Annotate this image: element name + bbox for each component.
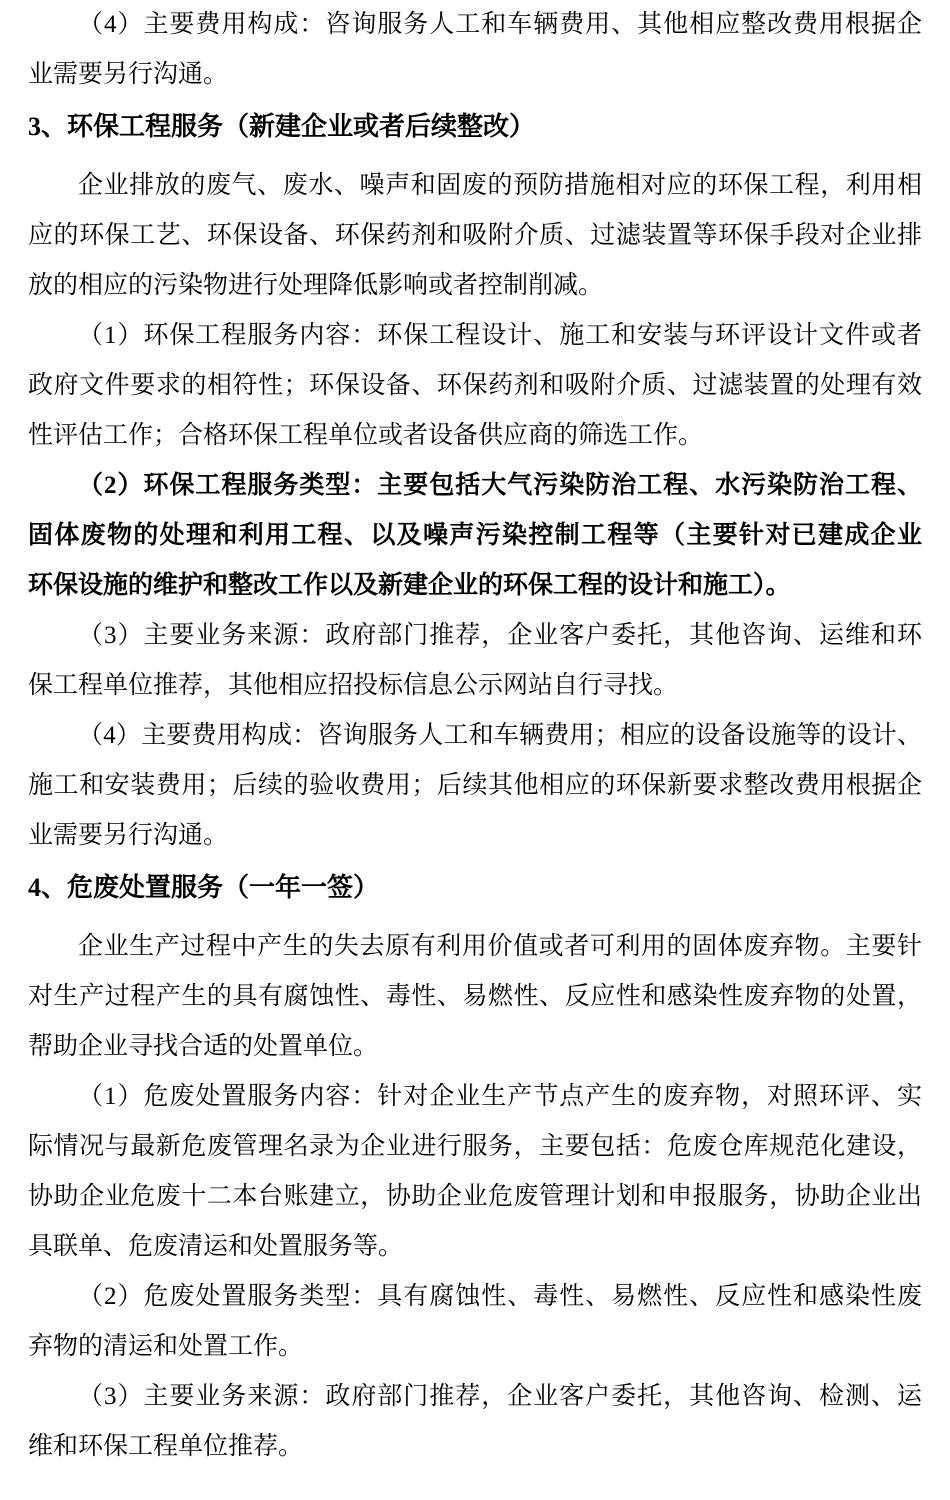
text-line: （2）环保工程服务类型：主要包括大气污染防治工程、水污染防治工程、: [78, 472, 922, 499]
paragraph-section3-item4: [28, 711, 922, 861]
text-line: 际情况与最新危废管理名录为企业进行服务，主要包括：危废仓库规范化建设，: [28, 1133, 922, 1160]
paragraph-section3-item2-bold: [28, 461, 922, 611]
text-line: （1）危废处置服务内容：针对企业生产节点产生的废弃物，对照环评、实: [78, 1083, 922, 1110]
text-line: 环保设施的维护和整改工作以及新建企业的环保工程的设计和施工）。: [28, 572, 791, 599]
text-line: 弃物的清运和处置工作。: [28, 1333, 304, 1360]
paragraph-section3-intro: [28, 161, 922, 311]
text-line: （3）主要业务来源：政府部门推荐，企业客户委托，其他咨询、运维和环: [78, 622, 922, 649]
text-line: 保工程单位推荐，其他相应招投标信息公示网站自行寻找。: [28, 672, 679, 699]
text-line: 应的环保工艺、环保设备、环保药剂和吸附介质、过滤装置等环保手段对企业排: [28, 222, 922, 249]
heading-text-line: 4、危废处置服务（一年一签）: [28, 873, 380, 902]
paragraph-section3-item1: [28, 311, 922, 461]
text-line: 协助企业危废十二本台账建立，协助企业危废管理计划和申报服务，协助企业出: [28, 1183, 922, 1210]
paragraph-section4-item2: [28, 1272, 922, 1372]
paragraph-section3-item3: [28, 611, 922, 711]
text-line: 施工和安装费用；后续的验收费用；后续其他相应的环保新要求整改费用根据企: [28, 772, 922, 799]
text-line: （4）主要费用构成：咨询服务人工和车辆费用；相应的设备设施等的设计、: [78, 722, 922, 749]
heading-text-line: 3、环保工程服务（新建企业或者后续整改）: [28, 112, 536, 141]
text-line: （4）主要费用构成：咨询服务人工和车辆费用、其他相应整改费用根据企: [78, 11, 922, 38]
text-line: 帮助企业寻找合适的处置单位。: [28, 1033, 379, 1060]
text-line: 对生产过程产生的具有腐蚀性、毒性、易燃性、反应性和感染性废弃物的处置，: [28, 983, 922, 1010]
text-line: （2）危废处置服务类型：具有腐蚀性、毒性、易燃性、反应性和感染性废: [78, 1283, 922, 1310]
text-line: 放的相应的污染物进行处理降低影响或者控制削减。: [28, 272, 604, 299]
paragraph-section4-item1: [28, 1072, 922, 1272]
section-heading-4: [28, 863, 922, 913]
text-line: （1）环保工程服务内容：环保工程设计、施工和安装与环评设计文件或者: [78, 322, 922, 349]
text-line: 业需要另行沟通。: [28, 61, 229, 88]
text-line: 性评估工作；合格环保工程单位或者设备供应商的筛选工作。: [28, 422, 704, 449]
paragraph-section4-intro: [28, 922, 922, 1072]
text-line: 企业排放的废气、废水、噪声和固废的预防措施相对应的环保工程，利用相: [78, 172, 922, 199]
paragraph-fee-structure-section2: [28, 0, 922, 100]
text-line: 维和环保工程单位推荐。: [28, 1433, 304, 1460]
text-line: 政府文件要求的相符性；环保设备、环保药剂和吸附介质、过滤装置的处理有效: [28, 372, 922, 399]
text-line: 具联单、危废清运和处置服务等。: [28, 1233, 404, 1260]
text-line: 业需要另行沟通。: [28, 822, 229, 849]
text-line: 固体废物的处理和利用工程、以及噪声污染控制工程等（主要针对已建成企业: [28, 522, 922, 549]
section-heading-3: [28, 102, 922, 152]
text-line: 企业生产过程中产生的失去原有利用价值或者可利用的固体废弃物。主要针: [78, 933, 922, 960]
paragraph-section4-item3: [28, 1372, 922, 1472]
text-line: （3）主要业务来源：政府部门推荐，企业客户委托，其他咨询、检测、运: [78, 1383, 922, 1410]
